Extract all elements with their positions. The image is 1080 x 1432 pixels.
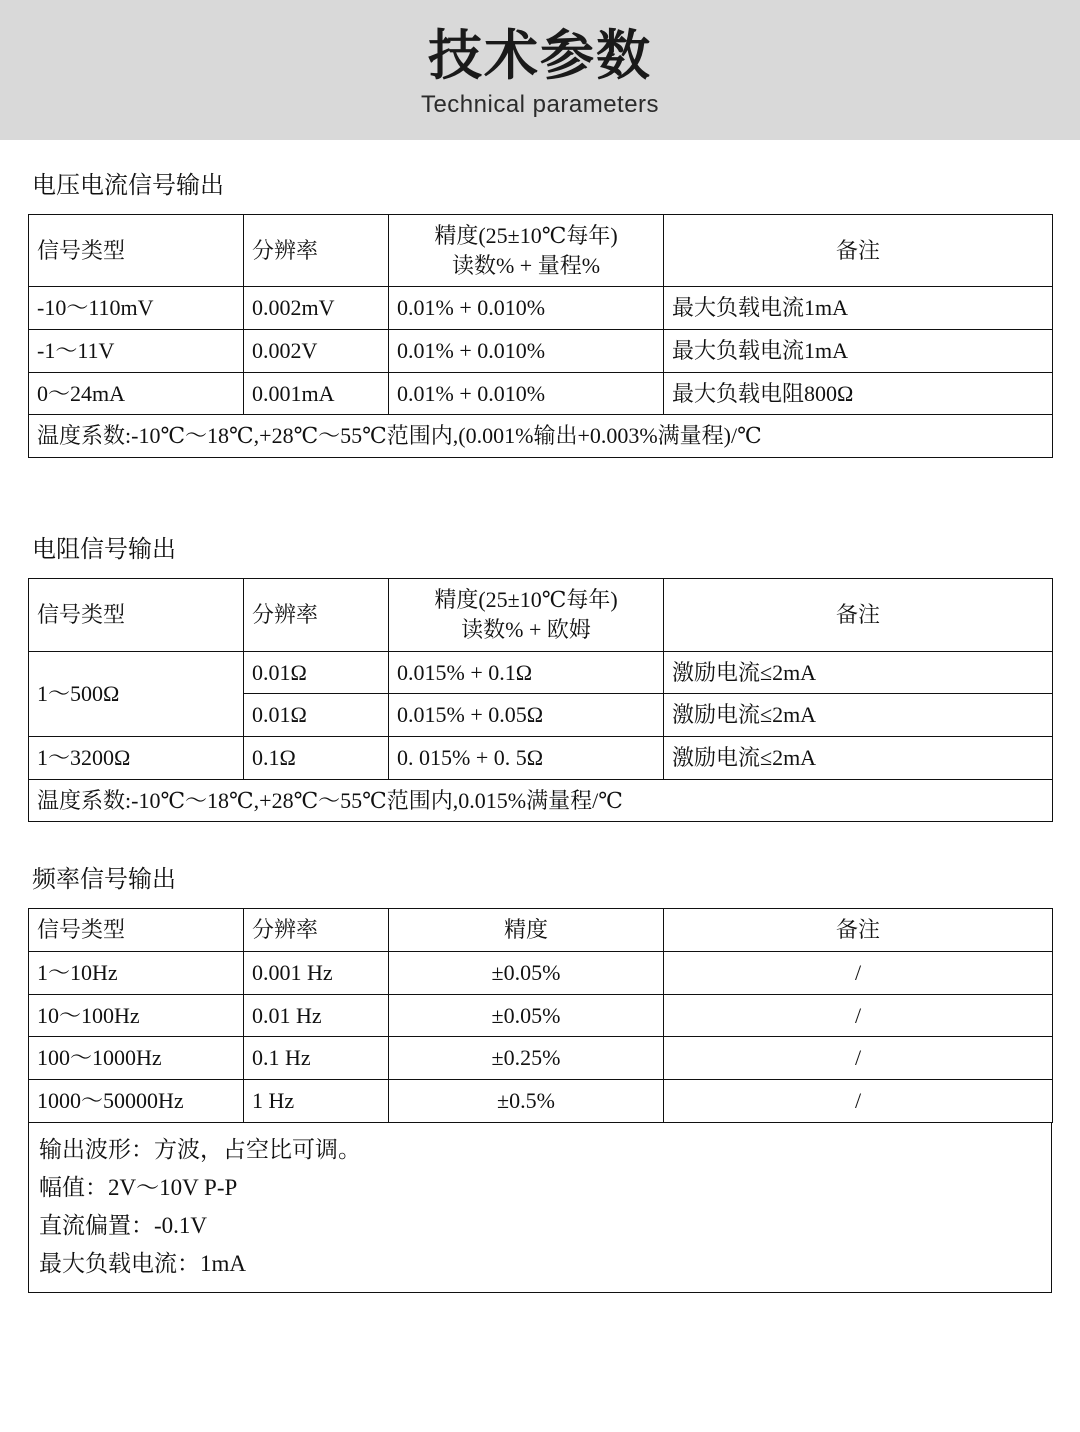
cell-remark: 激励电流≤2mA <box>664 736 1053 779</box>
header-signal-type: 信号类型 <box>29 909 244 952</box>
cell-signal-type: 1～3200Ω <box>29 736 244 779</box>
note-dc-offset: 直流偏置：-0.1V <box>39 1212 208 1238</box>
header-remark: 备注 <box>664 909 1053 952</box>
cell-signal-type: 0～24mA <box>29 372 244 415</box>
document-content <box>0 140 1080 1293</box>
temperature-coefficient-note: 温度系数:-10℃～18℃,+28℃～55℃范围内,0.015%满量程/℃ <box>29 779 1053 822</box>
cell-signal-type: -1～11V <box>29 330 244 373</box>
cell-accuracy: 0.015% + 0.05Ω <box>389 694 664 737</box>
table-row <box>29 330 1053 373</box>
cell-signal-type: -10～110mV <box>29 287 244 330</box>
page-subtitle: Technical parameters <box>420 90 660 118</box>
table-voltage-current <box>28 214 1053 458</box>
table-row <box>29 1080 1053 1123</box>
table-row <box>29 1037 1053 1080</box>
frequency-output-notes <box>28 1123 1052 1294</box>
cell-signal-type: 1～500Ω <box>29 651 244 736</box>
header-accuracy <box>389 215 664 287</box>
table-row <box>29 736 1053 779</box>
cell-remark: / <box>664 951 1053 994</box>
cell-accuracy: 0.015% + 0.1Ω <box>389 651 664 694</box>
header-accuracy <box>389 579 664 651</box>
cell-signal-type: 1～10Hz <box>29 951 244 994</box>
cell-accuracy: 0.01% + 0.010% <box>389 372 664 415</box>
table-row <box>29 951 1053 994</box>
table-row <box>29 651 1053 694</box>
header-accuracy-line2: 读数% + 欧姆 <box>461 616 591 642</box>
cell-signal-type: 1000～50000Hz <box>29 1080 244 1123</box>
section-spacer <box>28 832 1052 862</box>
cell-accuracy: 0.01% + 0.010% <box>389 287 664 330</box>
header-resolution: 分辨率 <box>244 909 389 952</box>
cell-resolution: 0.002V <box>244 330 389 373</box>
cell-remark: 最大负载电流1mA <box>664 330 1053 373</box>
section-voltage-current <box>28 168 1052 458</box>
section-title-frequency: 频率信号输出 <box>32 867 176 894</box>
cell-accuracy: ±0.05% <box>389 994 664 1037</box>
table-row <box>29 994 1053 1037</box>
cell-resolution: 0.001 Hz <box>244 951 389 994</box>
page-banner <box>0 0 1080 140</box>
temperature-coefficient-note: 温度系数:-10℃～18℃,+28℃～55℃范围内,(0.001%输出+0.003%满量程)/℃ <box>29 415 1053 458</box>
cell-resolution: 0.001mA <box>244 372 389 415</box>
header-resolution: 分辨率 <box>244 579 389 651</box>
table-resistance <box>28 578 1053 822</box>
header-remark: 备注 <box>664 215 1053 287</box>
header-accuracy-line1: 精度(25±10℃每年) <box>434 587 618 613</box>
section-frequency <box>28 862 1052 1293</box>
header-signal-type: 信号类型 <box>29 579 244 651</box>
cell-accuracy: 0. 015% + 0. 5Ω <box>389 736 664 779</box>
cell-remark: / <box>664 1080 1053 1123</box>
cell-signal-type: 10～100Hz <box>29 994 244 1037</box>
cell-accuracy: ±0.25% <box>389 1037 664 1080</box>
cell-remark: 最大负载电流1mA <box>664 287 1053 330</box>
header-resolution: 分辨率 <box>244 215 389 287</box>
table-frequency <box>28 908 1053 1122</box>
cell-signal-type: 100～1000Hz <box>29 1037 244 1080</box>
note-waveform: 输出波形：方波，占空比可调。 <box>39 1136 361 1162</box>
cell-resolution: 0.01Ω <box>244 651 389 694</box>
cell-accuracy: ±0.5% <box>389 1080 664 1123</box>
table-note-row <box>29 779 1053 822</box>
table-note-row <box>29 415 1053 458</box>
cell-resolution: 0.01 Hz <box>244 994 389 1037</box>
cell-accuracy: 0.01% + 0.010% <box>389 330 664 373</box>
note-amplitude: 幅值：2V～10V P-P <box>39 1174 238 1200</box>
header-remark: 备注 <box>664 579 1053 651</box>
cell-resolution: 1 Hz <box>244 1080 389 1123</box>
cell-remark: 激励电流≤2mA <box>664 694 1053 737</box>
header-accuracy-line1: 精度(25±10℃每年) <box>434 223 618 248</box>
cell-remark: 最大负载电阻800Ω <box>664 372 1053 415</box>
table-row <box>29 372 1053 415</box>
section-spacer <box>28 468 1052 532</box>
cell-remark: 激励电流≤2mA <box>664 651 1053 694</box>
header-accuracy: 精度 <box>389 909 664 952</box>
section-title-resistance: 电阻信号输出 <box>32 537 176 564</box>
cell-remark: / <box>664 1037 1053 1080</box>
table-header-row <box>29 215 1053 287</box>
table-header-row <box>29 909 1053 952</box>
cell-resolution: 0.1 Hz <box>244 1037 389 1080</box>
cell-resolution: 0.01Ω <box>244 694 389 737</box>
header-accuracy-line2: 读数% + 量程% <box>451 252 601 278</box>
cell-resolution: 0.1Ω <box>244 736 389 779</box>
cell-resolution: 0.002mV <box>244 287 389 330</box>
cell-accuracy: ±0.05% <box>389 951 664 994</box>
section-resistance <box>28 532 1052 822</box>
table-row <box>29 287 1053 330</box>
cell-remark: / <box>664 994 1053 1037</box>
header-signal-type: 信号类型 <box>29 215 244 287</box>
page-title: 技术参数 <box>428 26 652 87</box>
table-header-row <box>29 579 1053 651</box>
note-max-load-current: 最大负载电流：1mA <box>39 1250 246 1276</box>
section-title-voltage-current: 电压电流信号输出 <box>32 173 224 199</box>
